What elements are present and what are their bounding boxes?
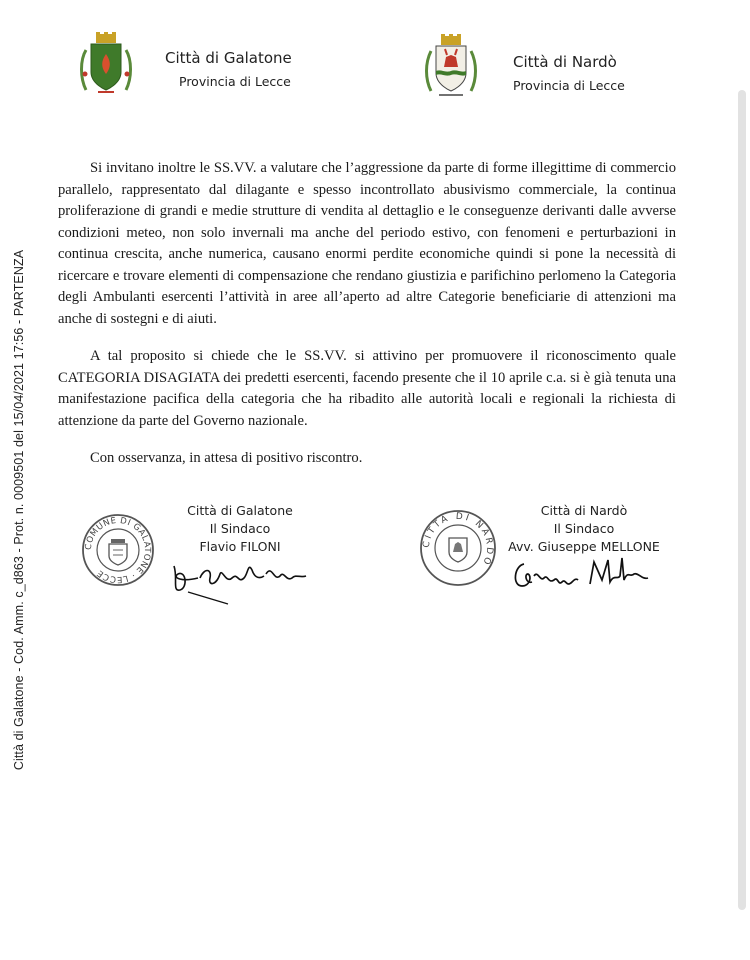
seal-left-text: COMUNE DI GALATONE · LECCE [83,515,153,585]
protocol-stamp-text: Città di Galatone - Cod. Amm. c_d863 - Prot. n. 0009501 del 15/04/2021 17:56 - PARTENZA [12,249,26,771]
galatone-seal-icon [80,512,156,588]
header-right-city: Città di Nardò [513,53,617,71]
galatone-crest-icon [78,30,134,100]
letter-body [58,158,676,486]
signature-left-name: Flavio FILONI [199,539,281,554]
seal-right-text: CITTÀ DI NARDÒ [421,511,495,568]
signature-right-handwriting [510,552,660,598]
signature-left-city: Città di Galatone [187,503,293,518]
protocol-stamp [6,205,32,815]
signature-right-name: Avv. Giuseppe MELLONE [508,539,660,554]
paragraph-3: Con osservanza, in attesa di positivo riscontro. [90,450,363,466]
scrollbar[interactable] [738,90,746,910]
header-left [165,49,292,89]
header-left-city: Città di Galatone [165,49,292,67]
signature-left-role: Il Sindaco [209,521,271,536]
nardo-crest-icon [425,33,477,101]
header-left-province: Provincia di Lecce [179,74,291,89]
signature-right-role: Il Sindaco [553,521,615,536]
nardo-seal-icon [418,508,498,588]
signature-right-city: Città di Nardò [540,503,628,518]
paragraph-1: Si invitano inoltre le SS.VV. a valutare che l’aggressione da parte di forme illegittime di commercio parallelo, rappresentato dal dilagante e spesso incontrollato abusivismo commerciale, la continua proliferazione di grandi e medie strutture di vendita al dettaglio e le conseguenze derivanti dalle avverse condizioni meteo, non solo invernali ma anche del periodo estivo, con fenomeni e perturbazioni in continua crescita, anche numerica, causano enormi perdite economiche quindi si pone la necessità di ricercare e trovare elementi di compensazione che rendano giustizia e parifichino perlomeno la Categoria degli Ambulanti esercenti l’attività in aree all’aperto ad altre Categorie beneficiarie di attenzioni ma anche di sostegni e di aiuti. [58,160,676,327]
signature-left-handwriting [168,548,318,608]
header-right [513,53,625,93]
header-right-province: Provincia di Lecce [513,78,625,93]
signature-right [500,502,668,556]
paragraph-2: A tal proposito si chiede che le SS.VV. si attivino per promuovere il riconoscimento quale CATEGORIA DISAGIATA dei predetti esercenti, facendo presente che il 10 aprile c.a. si è già tenuta una manifestazione pacifica della categoria che ha ribadito alle autorità locali e regionali la richiesta di attenzione da parte del Governo nazionale. [58,348,676,429]
